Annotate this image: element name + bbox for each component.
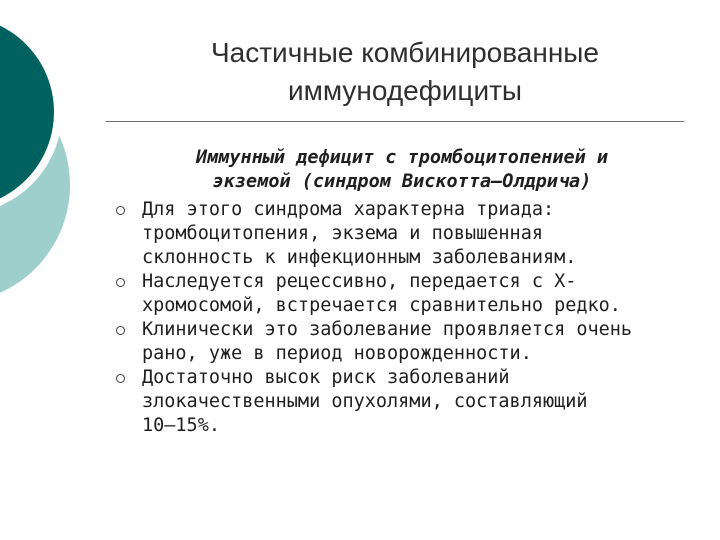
- bullet-line: Клинически это заболевание проявляется очень: [142, 319, 633, 340]
- bullet-line: 10–15%.: [142, 415, 220, 436]
- slide-title-line-2: иммунодефициты: [287, 75, 523, 106]
- hollow-circle-bullet-icon: [116, 374, 125, 383]
- hollow-circle-bullet-icon: [116, 206, 125, 215]
- bullet-list: [114, 198, 704, 438]
- bullet-line: тромбоцитопения, экзема и повышенная: [142, 223, 543, 244]
- hollow-circle-bullet-icon: [116, 278, 125, 287]
- bullet-item: [114, 318, 704, 366]
- bullet-line: злокачественными опухолями, составляющий: [142, 391, 588, 412]
- slide-subtitle-line-2: экземой (синдром Вискотта–Олдрича): [212, 171, 592, 192]
- bullet-line: рано, уже в период новорожденности.: [142, 343, 532, 364]
- hollow-circle-bullet-icon: [116, 326, 125, 335]
- bullet-line: Для этого синдрома характерна триада:: [142, 199, 555, 220]
- slide-subtitle-line-1: Иммунный дефицит с тромбоцитопенией и: [195, 147, 609, 168]
- bullet-item: [114, 366, 704, 438]
- bullet-line: Наследуется рецессивно, передается с Х-: [142, 271, 577, 292]
- bullet-line: хромосомой, встречается сравнительно редко.: [142, 295, 621, 316]
- bullet-item: [114, 270, 704, 318]
- slide-title-line-1: Частичные комбинированные: [211, 37, 599, 68]
- bullet-line: склонность к инфекционным заболеваниям.: [142, 247, 577, 268]
- title-divider: [106, 121, 684, 122]
- bullet-line: Достаточно высок риск заболеваний: [142, 367, 510, 388]
- slide-subtitle: [112, 146, 692, 194]
- slide-title: [110, 34, 700, 110]
- bullet-item: [114, 198, 704, 270]
